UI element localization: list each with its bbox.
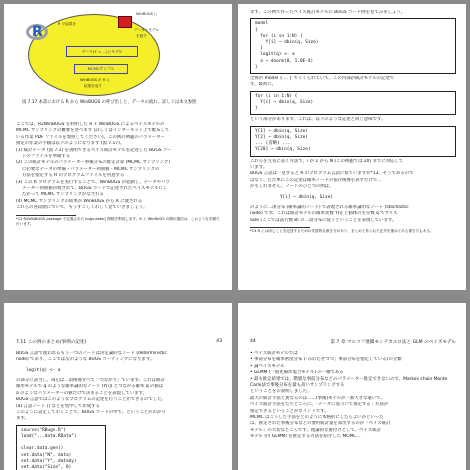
paragraph-line: node) であり、ここでは次のような BUGS コーディングになります。 [16,357,155,363]
paragraph-line: 最大の統計手法と異なるのは……(事後)モデルが一番大きな違いで、 [250,395,385,401]
paragraph-line: これらを冗長に書く方法で、i が 1 から N (この例題では 20) までに対応して [250,158,404,164]
paragraph-line: はなく、ただ単にこの記述は確率ノードの依存関係を表すだけで… [250,177,382,183]
code-block: source("RBugs.R") load("...data.RData") clear.data.gen() set.data("N", data) set.data("Y", data$y) set.data("Size", 8) [16,425,106,470]
paragraph-line: モデル」の大切なところです。理論的な裏付けとして、ベイズ統計 [250,427,381,433]
paragraph-line: たがって MCMC サンプリングがなされる [22,192,104,198]
figure-label: R で結果を [58,22,77,26]
winbugs-icon [118,16,132,28]
page-number: 44 [250,339,256,344]
paragraph-line: (3) この R プログラムを実行することで、WinBUGS が起動し、データやパラ [16,179,170,185]
paragraph-line: (a) 言語ノード () などを集中して作成する [16,403,100,409]
code-block: model { for (i in 1:N) { Y[i] ~ dbin(q, Size) } logit(q) <- a a ~ dnorm(0, 1.0E-4) } [250,18,456,74]
paragraph-line: BUGS 言語ではこのようなプログラムの記述を行うことができるのでした。 [16,397,166,403]
paragraph-line: Size (ここでは試行数 8) の二項分布に従うということを表現しています。 [250,217,397,223]
workflow-figure [18,6,168,98]
page-header [16,339,222,345]
page4-body [250,351,456,441]
paragraph-line: BUGS 言語は一見すると R のプログラム言語に似ていますが*13、そうであるので [250,171,414,177]
footnote: *13 R には同じことを記述するための代替的な書き方があり、まとめて作られた記号を重ねてある書き方もある。 [250,229,434,234]
data-model-box: データ(Y = ...)とモデル [66,46,138,57]
paragraph-line: まず、この例で作ったベイズ統計モデルの BUGS コード例を見てみましょう。 [250,10,406,15]
bullet-item: • 最も推定結果では、階層な事前分布などのパラメーター推定できないので、Markov chain Monte Carlo法で事後分布を最も高いサンプリングする [250,377,456,390]
paragraph-line: node) です。これは統計モデルの確率変数 Y[i] と個体の生存数 q でサイズ [250,211,398,217]
code-inline: logit(q) <- a [26,367,61,373]
footnote: *12 R2WinBUGS package で定義された bugs.data() 関数を利用します。R と WinBUGS の間の通信は、このような手順で行います。 [16,216,220,226]
paragraph-line: 線形モデルで q のような確率論的なノード (Y[i]) とつながる確率 q の値は [16,384,164,390]
figure-label: を渡す [136,34,147,38]
header-title: 7.11 この例のまとめ(事例の記述) [16,340,87,345]
code-block: for (i in 1:N) { Y[i] ~ dbin(q, Size) } [250,91,456,116]
footnote-rule [16,215,76,216]
paragraph-line: MCMC はこうした手法をどのように本格的にしたらよいかといった [250,415,384,421]
document-page-3 [4,303,232,470]
code-block: Y[1] ~ dbin(q, Size) Y[2] ~ dbin(q, Size) ... (省略) ... Y[20] ~ dbin(q, Size) [250,126,456,157]
bullet-item: • 論ベイズモデル [250,364,456,370]
page-header [250,339,456,345]
document-page-2 [238,4,466,290]
mcmc-sample-box: MCMCサンプル [74,64,128,74]
paragraph-line: ということをお説明しました。 [250,389,312,395]
header-title: 第 7 章 マルコフ連鎖モンテカルロ法と GLM のベイズモデル [330,340,456,345]
paragraph-line: のように二項分布 (確率論的ノード) で表現される確率論的なノード (stochastic [250,204,409,210]
paragraph-line: メーター初期値が渡されて、BUGS コードで記述されたベイズモデルにし [22,186,168,192]
paragraph-line: 全体が model { ... } でくくられていて、この内部が統計モデルの記述で [250,76,395,82]
paragraph-line: に必要なデータの準備・パラメーター初期値・MCMC サンプリングの [22,166,160,172]
paragraph-line: MCMC サンプリングの概要を述べます (詳しくはインターネット上で配布して [16,128,170,134]
figure-label: WinBUGS に [136,12,158,16]
figure-label: 結果を返す [84,84,102,88]
paragraph-line: ドのファイルを準備する [22,154,71,160]
page3-body [16,351,222,470]
paragraph-line: ます。 [16,416,29,422]
paragraph-line: BUGS 言語で使われるもう一つのノードは決定論的なノード (deterministic [16,351,167,356]
paragraph-line: (4) MCMC サンプリングの結果が WinBUGS から R に渡される [16,198,143,204]
paragraph-line: ベイズ統計手法をたちどころに、「データに基づいて推定する」方法が [250,402,389,408]
paragraph-line: 推定できるということがポイントです。 [250,408,329,414]
page-number: 43 [216,339,222,344]
paragraph-line: (2) この統計モデルのパラメーター事後分布の推定計算 (MCMC サンプリング) [16,160,171,166]
paragraph-line: 方法を指定する R のプログラムファイルを用意する [22,173,125,179]
document-page-1 [4,4,232,290]
page1-body [16,122,222,227]
document-page-4 [238,303,466,470]
figure-label: データとモデル [134,28,159,32]
paragraph-line: います。 [250,165,268,171]
paragraph-line: の部分に該当し、両辺は二項関係すべて「つながり」ています。これは統計 [16,378,165,384]
paragraph-line: (1) 統計データ (図 7.1) を説明できるベイズ統計モデルを記述した BUGS コー [16,147,172,153]
paragraph-line: いる作業 PDF ファイルを参照してください)。この例の例題のパラメーター [16,134,165,140]
paragraph-line: は、推定された事後分布などの要約統計量を算出するのが「ベイズ統計 [250,421,391,427]
paragraph-line: ここでは、R2WinBUGS を利用した R + WinBUGS によるベイズモデルの [16,122,165,127]
r-logo-letter: R [32,24,43,40]
figure-label: WinBUGS が R に [80,78,111,82]
footnote-rule [250,227,310,228]
paragraph-line: かもしれません。ノードのひとつの例は、 [250,184,334,190]
bullet-item: • ベイズ統計モデルでは [250,351,456,357]
paragraph-line: これらの各段階について、もうすこしくわしく見ていきましょう。 [16,205,148,211]
paragraph-line: す。最初に、 [250,82,276,88]
page2-body [250,10,456,234]
bullet-item: • GLMM (一般化線形混合モデル) の一種である [250,370,456,376]
figure-caption: 図 7.17 本書における R から WinBUGS の呼び出しと、データの流れ。詳しくは本文参照 [22,100,197,105]
code-inline: Y[i] ~ dbin(q, Size) [280,194,333,200]
paragraph-line: モデル (内 GLMM) を推定する方法を紹介した MCMC… [250,434,361,440]
paragraph-line: 推定の作業の手順は以下のようになります (図 7.17)。 [16,141,125,147]
paragraph-line: このように設定しておくことで、BUGS コードの中で、ということがわかり [16,410,166,416]
paragraph-line: という部分があります。これは、以下のような記述と同じ意味です。 [250,117,386,123]
bullet-item: • 事前分布を確率密度分布 (「みわたせつつ」事前分布を指定している)の分類 [250,357,456,363]
paragraph-line: a のようなパラメーターの値だけで決まることを表現しています。 [16,390,147,396]
